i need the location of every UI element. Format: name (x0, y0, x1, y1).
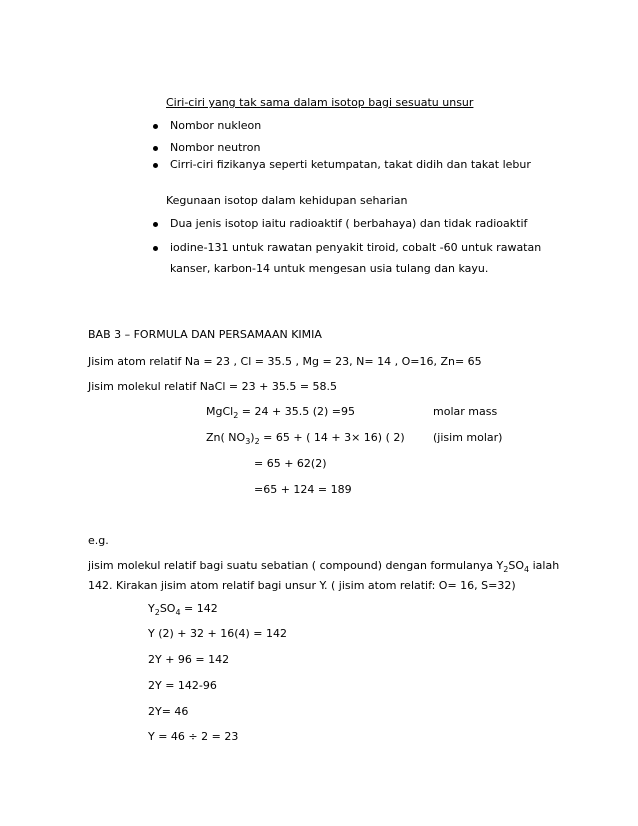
zn-step-3: =65 + 124 = 189 (254, 483, 352, 496)
solution-step-3: 2Y + 96 = 142 (148, 653, 230, 666)
molar-mass-label: molar mass (433, 405, 498, 418)
jisim-molar-label: (jisim molar) (433, 431, 503, 444)
example-label: e.g. (88, 534, 109, 547)
atomic-mass-line: Jisim atom relatif Na = 23 , Cl = 35.5 , Mg = 23, N= 14 , O=16, Zn= 65 (88, 355, 482, 368)
isotope-use-item: Dua jenis isotop iaitu radioaktif ( berbahaya) dan tidak radioaktif (170, 217, 528, 230)
bullet-icon (153, 163, 158, 168)
bullet-icon (153, 246, 158, 251)
isotope-use-item-cont: kanser, karbon-14 untuk mengesan usia tulang dan kayu. (170, 262, 489, 275)
bullet-icon (153, 124, 158, 129)
example-question-line2: 142. Kirakan jisim atom relatif bagi unsur Y. ( jisim atom relatif: O= 16, S=32) (88, 579, 516, 592)
isotope-diff-item: Nombor nukleon (170, 119, 262, 132)
isotope-diff-title: Ciri-ciri yang tak sama dalam isotop bagi sesuatu unsur (166, 96, 474, 109)
chapter-heading: BAB 3 – FORMULA DAN PERSAMAAN KIMIA (88, 328, 322, 341)
zn-equation: Zn( $NO_3)_2 = 65$ + ( 14 + 3× 16) ( 2) (206, 431, 405, 447)
solution-step-4: 2Y = 142-96 (148, 679, 217, 692)
solution-step-6: Y = 46 ÷ 2 = 23 (148, 730, 239, 743)
bullet-icon (153, 146, 158, 151)
isotope-diff-item: Cirri-ciri fizikanya seperti ketumpatan, takat didih dan takat lebur (170, 158, 531, 171)
isotope-diff-item: Nombor neutron (170, 141, 261, 154)
solution-step-2: Y (2) + 32 + 16(4) = 142 (148, 627, 287, 640)
bullet-icon (153, 222, 158, 227)
solution-step-1: $Y_2SO_4 = 142$ (148, 602, 218, 618)
isotope-use-title: Kegunaan isotop dalam kehidupan seharian (166, 194, 408, 207)
isotope-use-item: iodine-131 untuk rawatan penyakit tiroid, cobalt -60 untuk rawatan (170, 241, 542, 254)
molecular-mass-line: Jisim molekul relatif NaCl = 23 + 35.5 = 58.5 (88, 380, 338, 393)
mgcl2-equation: MgCl$_2$ = 24 + 35.5 (2) =95 (206, 405, 356, 421)
example-question-line1: jisim molekul relatif bagi suatu sebatian ( compound) dengan formulanya $Y_2SO_4$ ialah (88, 559, 560, 575)
zn-step-2: = 65 + 62(2) (254, 457, 327, 470)
solution-step-5: 2Y= 46 (148, 705, 189, 718)
